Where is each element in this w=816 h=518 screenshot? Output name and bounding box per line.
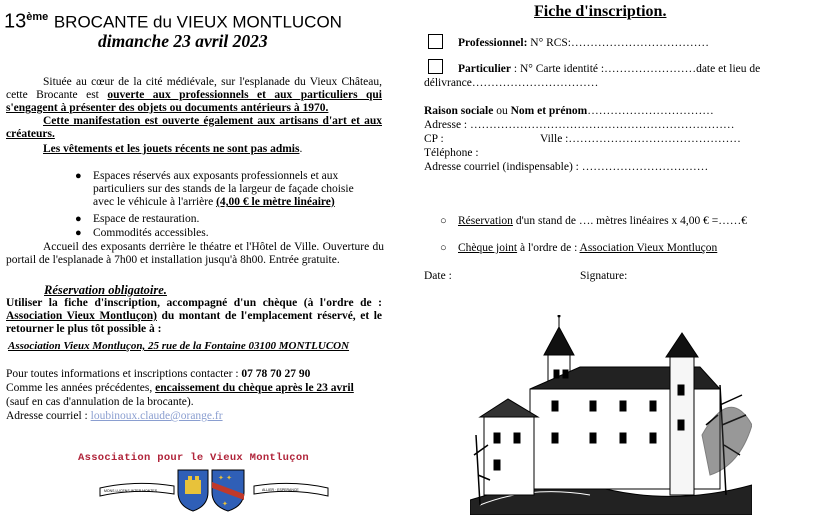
restriction-text: Les vêtements et les jouets récents ne sont pas admis bbox=[43, 143, 300, 155]
reservation-label: Réservation bbox=[458, 215, 513, 227]
cheque-order: à l'ordre de : bbox=[517, 242, 580, 254]
intro-emphasis: ouverte aux professionnels et aux particuliers qui s'engagent à présenter des objets ou documents antérieurs à 1970. bbox=[6, 89, 383, 114]
checkbox-professionnel[interactable] bbox=[428, 34, 443, 49]
association-banner: Association pour le Vieux Montluçon bbox=[78, 452, 310, 464]
raison-field[interactable]: …………………………… bbox=[587, 105, 714, 117]
cp-field[interactable]: CP : bbox=[424, 133, 444, 145]
nom-label: Nom et prénom bbox=[510, 105, 588, 117]
email-link[interactable]: loubinoux.claude@orange.fr bbox=[90, 410, 223, 422]
edition-number: 13 bbox=[4, 10, 27, 33]
date-field[interactable]: Date : bbox=[424, 270, 452, 282]
ville-field[interactable]: Ville :……………………………………… bbox=[540, 133, 741, 145]
radio-reservation[interactable]: ○ bbox=[440, 215, 447, 227]
castle-illustration bbox=[470, 315, 752, 515]
reservation-meters-field[interactable]: d'un stand de …. mètres linéaires x 4,00 € =……€ bbox=[512, 215, 747, 227]
svg-text:✦: ✦ bbox=[222, 500, 228, 508]
motto-right: ALLIER · ESPERANCE bbox=[262, 488, 299, 492]
intro-text: Située au cœur de la cité médiévale, sur l'esplanade du Vieux Château, cette Brocante est bbox=[6, 76, 382, 101]
cheque-assoc: Association Vieux Montluçon bbox=[579, 242, 718, 254]
pro-label: Professionnel: bbox=[458, 37, 528, 49]
contact-label: Pour toutes informations et inscriptions contacter : bbox=[6, 368, 242, 380]
edition-suffix: ème bbox=[26, 11, 49, 23]
event-title: BROCANTE du VIEUX MONTLUCON bbox=[53, 12, 342, 32]
pro-rcs-field[interactable]: N° RCS:……………………………… bbox=[527, 37, 710, 49]
artisans-paragraph: Cette manifestation est ouverte également aux artisans d'art et aux créateurs. bbox=[6, 115, 382, 140]
part-label: Particulier bbox=[458, 63, 512, 75]
courriel-field[interactable]: Adresse courriel (indispensable) : …………………………… bbox=[424, 161, 709, 173]
bullet-stands-text: Espaces réservés aux exposants professionnels et aux particuliers sur des stands de la largeur de façade choisie avec le véhicule à l'arrière bbox=[93, 170, 354, 208]
reservation-text-1: Utiliser la fiche d'inscription, accompagné d'un chèque (à l'ordre de : bbox=[6, 297, 382, 309]
contact-phone: 07 78 70 27 90 bbox=[241, 368, 311, 380]
intro-paragraph bbox=[6, 76, 382, 115]
telephone-field[interactable]: Téléphone : bbox=[424, 147, 479, 159]
cheque-emphasis: encaissement du chèque après le 23 avril bbox=[155, 382, 354, 394]
event-heading bbox=[4, 6, 394, 34]
bullet-dot: ● bbox=[75, 170, 82, 182]
reservation-text-2: du montant de l'emplacement réservé, et le retourner le plus tôt possible à : bbox=[6, 310, 383, 335]
reservation-instructions bbox=[6, 297, 382, 336]
price-per-meter: (4,00 € le mètre linéaire) bbox=[216, 196, 335, 208]
email-line bbox=[6, 410, 223, 423]
cheque-line bbox=[6, 382, 354, 395]
left-spire bbox=[544, 327, 574, 355]
pro-row bbox=[458, 37, 709, 50]
raison-label: Raison sociale bbox=[424, 105, 494, 117]
radio-cheque[interactable]: ○ bbox=[440, 242, 447, 254]
raison-row bbox=[424, 105, 714, 118]
right-spire bbox=[666, 333, 698, 357]
email-label: Adresse courriel : bbox=[6, 410, 91, 422]
cheque-row bbox=[458, 242, 717, 255]
part-row bbox=[458, 63, 760, 76]
svg-text:✦ ✦: ✦ ✦ bbox=[218, 474, 232, 482]
restriction-end: . bbox=[299, 143, 303, 155]
raison-mid: ou bbox=[493, 105, 511, 117]
motto-left: MONS LUCENS INTER MONTES bbox=[104, 489, 158, 493]
cheque-text: Comme les années précédentes, bbox=[6, 382, 156, 394]
bullet-commodites: Commodités accessibles. bbox=[93, 227, 209, 239]
checkbox-particulier[interactable] bbox=[428, 59, 443, 74]
contact-line bbox=[6, 368, 310, 381]
reservation-row bbox=[458, 215, 747, 228]
adresse-field[interactable]: Adresse : …………………………………………………………… bbox=[424, 119, 735, 131]
cheque-label: Chèque joint bbox=[458, 242, 518, 254]
part-id-field[interactable]: : N° Carte identité :……………………date et lieu de bbox=[511, 63, 761, 75]
reservation-title: Réservation obligatoire. bbox=[44, 283, 167, 297]
bullet-dot: ● bbox=[75, 227, 82, 239]
bullet-dot: ● bbox=[75, 213, 82, 225]
delivrance-field[interactable]: délivrance…………………………… bbox=[424, 77, 599, 89]
signature-field[interactable]: Signature: bbox=[580, 270, 628, 282]
form-title: Fiche d'inscription. bbox=[534, 3, 667, 20]
bullet-stands bbox=[93, 170, 373, 209]
bullet-restauration: Espace de restauration. bbox=[93, 213, 200, 225]
reservation-assoc: Association Vieux Montluçon) bbox=[6, 310, 157, 322]
restriction-line bbox=[43, 143, 302, 156]
cheque-note: (sauf en cas d'annulation de la brocante). bbox=[6, 396, 194, 408]
accueil-paragraph: Accueil des exposants derrière le théatre et l'Hôtel de Ville. Ouverture du portail de l'esplanade à 7h00 et installation jusqu'à 8h00. Entrée gratuite. bbox=[6, 241, 384, 266]
reservation-address: Association Vieux Montluçon, 25 rue de la Fontaine 03100 MONTLUCON bbox=[8, 340, 350, 352]
event-date: dimanche 23 avril 2023 bbox=[98, 31, 268, 51]
